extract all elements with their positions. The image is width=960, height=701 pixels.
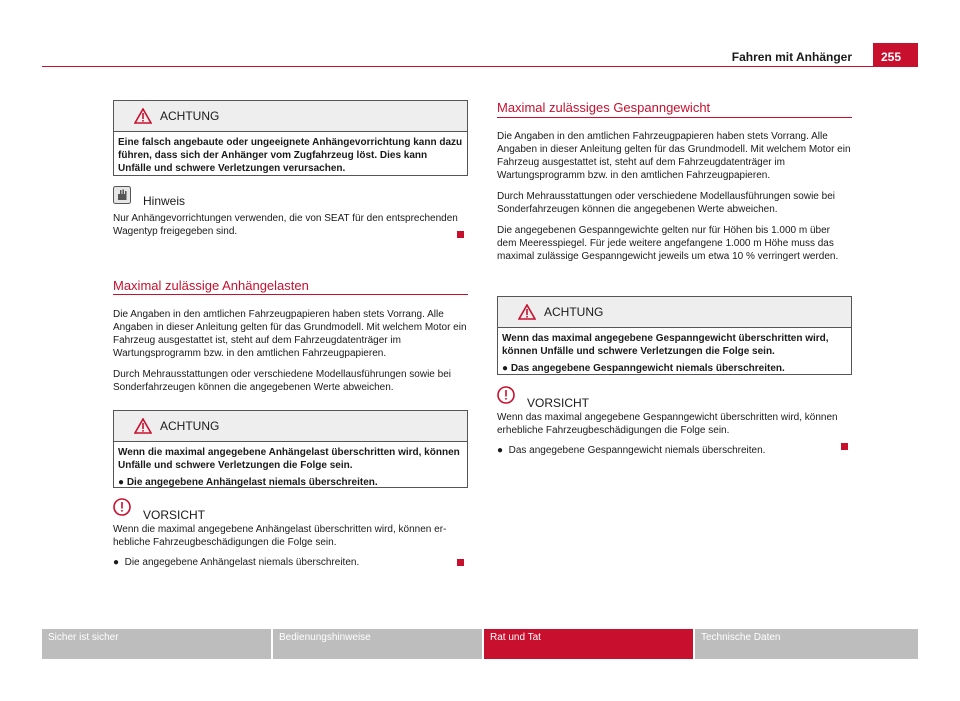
footer-tab-label: Sicher ist sicher <box>48 632 119 643</box>
warning-title: ACHTUNG <box>544 305 604 319</box>
warning-text: Wenn die maximal angegebene Anhängelast überschritten wird, können Unfälle und schwere Verletzungen die Folge sein. <box>118 447 460 471</box>
warning-triangle-icon <box>518 304 536 320</box>
warning-title: ACHTUNG <box>160 109 220 123</box>
hint-title: Hinweis <box>143 194 186 208</box>
footer-tab-label: Technische Daten <box>701 632 781 643</box>
end-marker <box>457 231 464 238</box>
warning-bullet: ● Die angegebene Anhängelast niemals überschreiten. <box>118 477 378 488</box>
warning-box-trailer-load <box>113 410 468 488</box>
bullet-text: Das angegebene Gespanngewicht niemals überschreiten. <box>508 445 766 456</box>
bullet-text: Die angegebene Anhängelast niemals überschreiten. <box>124 557 360 568</box>
warning-box-coupling <box>113 100 468 176</box>
footer-tab-label: Bedienungshinweise <box>279 632 371 643</box>
warning-header <box>114 101 467 132</box>
end-marker <box>457 559 464 566</box>
caution-text: Wenn die maximal angegebene Anhängelast überschritten wird, können erhebliche Fahrzeugbeschädigungen die Folge sein. <box>113 524 447 548</box>
warning-box-combination-weight <box>497 296 852 375</box>
caution-block-left <box>113 498 468 569</box>
footer-tab-label: Rat und Tat <box>490 632 541 643</box>
paragraph: Die Angaben in den amtlichen Fahrzeugpapieren haben stets Vorrang. Alle Angaben in dieser Anleitung gelten für das Grundmodell. Mit welchem Motor ein Fahrzeug ausgestattet ist, steht auf dem Fahrzeugdatenträger im Wartungsprogramm bzw. in den amtlichen Fahrzeugpapieren. <box>497 131 851 181</box>
caution-icon <box>113 498 131 516</box>
footer-tab-advice[interactable] <box>484 629 693 659</box>
paragraph: Durch Mehrausstattungen oder verschiedene Modellausführungen sowie bei Sonderfahrzeugen können die angegebenen Werte abweichen. <box>113 369 451 393</box>
section-rule <box>497 117 852 118</box>
hint-text: Nur Anhängevorrichtungen verwenden, die von SEAT für den entsprechenden Wagentyp freigegeben sind. <box>113 213 458 237</box>
footer-tab-technical[interactable] <box>695 629 918 659</box>
warning-triangle-icon <box>134 108 152 124</box>
footer-tab-operation[interactable] <box>273 629 482 659</box>
caution-title: VORSICHT <box>527 396 590 410</box>
bullet-text: Die angegebene Anhängelast niemals überschreiten. <box>126 477 378 488</box>
section-title-combination-weight: Maximal zulässiges Gespanngewicht <box>497 100 711 115</box>
warning-text: Wenn das maximal angegebene Gespanngewicht überschritten wird, können Unfälle und schwere Verletzungen die Folge sein. <box>502 333 829 357</box>
section-body-right <box>497 130 852 271</box>
caution-text: Wenn das maximal angegebene Gespanngewicht überschritten wird, können erhebliche Fahrzeugbeschädigungen die Folge sein. <box>497 412 838 436</box>
warning-body <box>498 328 851 380</box>
header-rule <box>42 66 918 67</box>
caution-title: VORSICHT <box>143 508 206 522</box>
footer-tab-safety[interactable] <box>42 629 271 659</box>
hint-block <box>113 186 468 238</box>
section-rule <box>113 294 468 295</box>
chapter-title: Fahren mit Anhänger <box>731 50 852 64</box>
caution-bullet: ● Das angegebene Gespanngewicht niemals überschreiten. <box>497 445 766 456</box>
caution-block-right <box>497 386 852 457</box>
warning-title: ACHTUNG <box>160 419 220 433</box>
paragraph: Die Angaben in den amtlichen Fahrzeugpapieren haben stets Vorrang. Alle Angaben in dieser Anleitung gelten für das Grundmodell. Mit welchem Motor ein Fahrzeug ausgestattet ist, steht auf dem Fahrzeugdatenträger im Wartungsprogramm bzw. in den amtlichen Fahrzeugpapieren. <box>113 309 467 359</box>
warning-body <box>114 442 467 494</box>
section-body-left <box>113 308 468 402</box>
warning-bullet: ● Das angegebene Gespanngewicht niemals überschreiten. <box>502 363 785 374</box>
section-title-trailer-load: Maximal zulässige Anhängelasten <box>113 278 309 293</box>
warning-header <box>498 297 851 328</box>
hand-info-icon <box>113 186 131 204</box>
warning-header <box>114 411 467 442</box>
warning-text: Eine falsch angebaute oder ungeeignete Anhängevorrichtung kann dazu führen, dass sich der Anhänger vom Zugfahrzeug löst. Dies kann Unfälle und schwere Verletzungen verursachen. <box>118 137 463 174</box>
caution-bullet: ● Die angegebene Anhängelast niemals überschreiten. <box>113 557 360 568</box>
paragraph: Die angegebenen Gespanngewichte gelten nur für Höhen bis 1.000 m über dem Meeresspiegel. Für jede weitere angefangene 1.000 m Höhe muss das maximal zulässige Gespanngewicht jeweils um etwa 10 % verringert werden. <box>497 225 839 262</box>
end-marker <box>841 443 848 450</box>
bullet-text: Das angegebene Gespanngewicht niemals überschreiten. <box>510 363 785 374</box>
warning-triangle-icon <box>134 418 152 434</box>
paragraph: Durch Mehrausstattungen oder verschiedene Modellausführungen sowie bei Sonderfahrzeugen können die angegebenen Werte abweichen. <box>497 191 835 215</box>
caution-icon <box>497 386 515 404</box>
page-number: 255 <box>873 43 918 67</box>
